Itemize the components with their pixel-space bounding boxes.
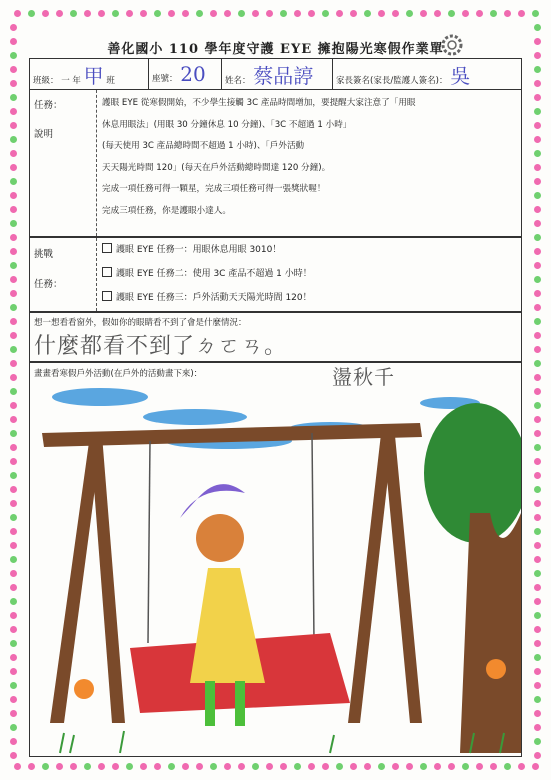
border-dot xyxy=(534,318,541,325)
border-dot xyxy=(10,388,17,395)
border-dot xyxy=(534,500,541,507)
border-dot xyxy=(534,234,541,241)
border-dot xyxy=(182,763,189,770)
checklist-item-label: 護眼 EYE 任務二：使用 3C 產品不超過 1 小時！ xyxy=(116,269,312,279)
border-dot xyxy=(534,164,541,171)
border-dot xyxy=(322,763,329,770)
border-dot xyxy=(476,10,483,17)
border-dot xyxy=(112,10,119,17)
swing-drawing xyxy=(30,363,521,756)
checklist-item xyxy=(102,238,515,262)
border-dot xyxy=(532,10,539,17)
border-dot xyxy=(10,696,17,703)
border-dot xyxy=(140,763,147,770)
border-dot xyxy=(10,262,17,269)
girl-on-swing-icon xyxy=(130,433,350,726)
border-dot xyxy=(10,682,17,689)
task-line: 護眼 EYE 從寒假開始，不少學生接觸 3C 產品時間增加，要提醒大家注意了「用眼 xyxy=(102,98,416,108)
border-dot xyxy=(56,763,63,770)
border-dot xyxy=(534,178,541,185)
border-dot xyxy=(534,570,541,577)
question-section xyxy=(29,312,522,362)
border-dot xyxy=(112,763,119,770)
checklist-item-label: 護眼 EYE 任務三：戶外活動天天陽光時間 120！ xyxy=(116,293,312,303)
border-dot xyxy=(364,763,371,770)
border-dot xyxy=(168,10,175,17)
border-dot xyxy=(534,724,541,731)
border-dot xyxy=(266,10,273,17)
task-line: 天天陽光時間 120」(每天在戶外活動總時間達 120 分鐘)。 xyxy=(102,162,331,173)
grade-text: 一 年 xyxy=(61,75,81,86)
border-dot xyxy=(534,276,541,283)
border-dot xyxy=(504,763,511,770)
border-dot xyxy=(10,584,17,591)
border-dot xyxy=(28,763,35,770)
border-dot xyxy=(98,10,105,17)
border-dot xyxy=(534,220,541,227)
border-dot xyxy=(534,458,541,465)
checkbox-icon[interactable] xyxy=(102,291,112,301)
border-dot xyxy=(140,10,147,17)
border-dot xyxy=(196,10,203,17)
task-label-2: 說明 xyxy=(34,129,54,140)
border-dot xyxy=(294,10,301,17)
border-dot xyxy=(280,10,287,17)
border-dot xyxy=(490,763,497,770)
border-dot xyxy=(534,248,541,255)
border-dot xyxy=(534,136,541,143)
border-dot xyxy=(534,262,541,269)
border-dot xyxy=(10,164,17,171)
border-dot xyxy=(406,763,413,770)
border-dot xyxy=(534,542,541,549)
border-dot xyxy=(10,430,17,437)
border-dot xyxy=(490,10,497,17)
border-dot xyxy=(534,24,541,31)
border-dot xyxy=(10,668,17,675)
tree-icon xyxy=(424,403,521,753)
border-dot xyxy=(10,94,17,101)
border-dot xyxy=(10,542,17,549)
task-line: 休息用眼法」(用眼 30 分鐘休息 10 分鐘)、「3C 不超過 1 小時」 xyxy=(102,119,352,130)
border-dot xyxy=(10,472,17,479)
border-dot xyxy=(154,763,161,770)
border-dot xyxy=(10,122,17,129)
border-dot xyxy=(534,290,541,297)
border-dot xyxy=(534,668,541,675)
border-dot xyxy=(10,528,17,535)
name-cell xyxy=(222,59,333,90)
border-dot xyxy=(534,640,541,647)
border-dot xyxy=(10,738,17,745)
border-dot xyxy=(534,682,541,689)
border-dot xyxy=(534,332,541,339)
border-dot xyxy=(364,10,371,17)
border-dot xyxy=(42,763,49,770)
border-dot xyxy=(10,556,17,563)
border-dot xyxy=(10,290,17,297)
border-dot xyxy=(10,178,17,185)
border-dot xyxy=(10,654,17,661)
border-dot xyxy=(10,374,17,381)
border-dot xyxy=(534,416,541,423)
name-label: 姓名： xyxy=(225,75,251,86)
class-cell xyxy=(30,59,149,90)
border-dot xyxy=(534,430,541,437)
gear-icon xyxy=(439,32,465,58)
question-prompt: 想一想看看窗外，假如你的眼睛看不到了會是什麼情況： xyxy=(34,318,247,328)
border-dot xyxy=(336,763,343,770)
border-dot xyxy=(10,136,17,143)
parent-cell xyxy=(333,59,522,90)
border-dot xyxy=(462,763,469,770)
border-dot xyxy=(534,52,541,59)
border-dot xyxy=(322,10,329,17)
border-dot xyxy=(224,763,231,770)
border-dot xyxy=(534,206,541,213)
task-line: 完成一項任務可得一顆星，完成三項任務可得一張獎狀喔！ xyxy=(102,184,326,194)
border-dot xyxy=(84,10,91,17)
border-dot xyxy=(448,10,455,17)
question-answer: 什麼都看不到了ㄉㄛㄢ。 xyxy=(34,334,288,359)
border-dot xyxy=(10,710,17,717)
name-value: 蔡品諪 xyxy=(253,63,314,88)
border-dot xyxy=(210,763,217,770)
border-dot xyxy=(294,763,301,770)
challenge-label-2: 任務： xyxy=(34,279,63,290)
border-dot xyxy=(534,598,541,605)
task-line: 完成三項任務，你是護眼小達人。 xyxy=(102,205,231,216)
border-dot xyxy=(182,10,189,17)
seat-label: 座號： xyxy=(152,74,178,84)
class-suffix: 班 xyxy=(106,75,115,86)
divider xyxy=(96,238,97,311)
border-dot xyxy=(534,94,541,101)
border-dot xyxy=(10,318,17,325)
border-dot xyxy=(70,10,77,17)
border-dot xyxy=(56,10,63,17)
task-section xyxy=(29,89,522,237)
worksheet xyxy=(29,32,522,757)
border-dot xyxy=(10,304,17,311)
border-dot xyxy=(10,486,17,493)
border-dot xyxy=(534,66,541,73)
border-dot xyxy=(252,10,259,17)
border-dot xyxy=(42,10,49,17)
border-dot xyxy=(10,514,17,521)
border-dot xyxy=(238,10,245,17)
border-dot xyxy=(518,10,525,17)
grass-icon xyxy=(60,731,504,753)
border-dot xyxy=(534,654,541,661)
border-dot xyxy=(196,763,203,770)
drawing-section xyxy=(29,362,522,757)
border-dot xyxy=(10,234,17,241)
border-dot xyxy=(10,108,17,115)
border-dot xyxy=(534,584,541,591)
border-dot xyxy=(534,192,541,199)
border-dot xyxy=(534,388,541,395)
border-dot xyxy=(534,514,541,521)
border-dot xyxy=(534,108,541,115)
border-dot xyxy=(534,626,541,633)
border-dot xyxy=(420,763,427,770)
drawing-prompt: 畫畫看寒假戶外活動(在戶外的活動畫下來)： xyxy=(34,369,203,379)
challenge-section xyxy=(29,237,522,312)
border-dot xyxy=(10,80,17,87)
border-dot xyxy=(534,528,541,535)
border-dot xyxy=(10,150,17,157)
border-dot xyxy=(534,304,541,311)
border-dot xyxy=(10,570,17,577)
border-dot xyxy=(434,10,441,17)
border-dot xyxy=(10,626,17,633)
border-dot xyxy=(350,10,357,17)
border-dot xyxy=(392,10,399,17)
border-dot xyxy=(10,66,17,73)
border-dot xyxy=(224,10,231,17)
border-dot xyxy=(10,248,17,255)
border-dot xyxy=(10,444,17,451)
divider xyxy=(96,90,97,236)
border-dot xyxy=(28,10,35,17)
checklist-item xyxy=(102,262,515,286)
border-dot xyxy=(168,763,175,770)
border-dot xyxy=(10,332,17,339)
parent-signature: 吳 xyxy=(450,63,471,88)
border-dot xyxy=(10,500,17,507)
task-label: 任務： xyxy=(34,100,63,111)
seat-value: 20 xyxy=(180,62,206,86)
border-dot xyxy=(420,10,427,17)
challenge-checklist xyxy=(102,238,515,310)
border-dot xyxy=(280,763,287,770)
checklist-item xyxy=(102,286,515,310)
border-dot xyxy=(266,763,273,770)
student-info-table xyxy=(29,58,522,90)
checkbox-icon[interactable] xyxy=(102,267,112,277)
border-dot xyxy=(10,416,17,423)
border-dot xyxy=(126,763,133,770)
border-dot xyxy=(406,10,413,17)
class-value: 甲 xyxy=(83,63,104,88)
task-description xyxy=(102,93,515,222)
border-dot xyxy=(126,10,133,17)
border-dot xyxy=(448,763,455,770)
border-dot xyxy=(534,738,541,745)
border-dot xyxy=(534,444,541,451)
border-dot xyxy=(70,763,77,770)
seat-cell xyxy=(149,59,222,90)
border-dot xyxy=(534,38,541,45)
border-dot xyxy=(534,402,541,409)
border-dot xyxy=(518,763,525,770)
border-dot xyxy=(308,10,315,17)
border-dot xyxy=(98,763,105,770)
checklist-item-label: 護眼 EYE 任務一：用眼休息用眼 3010！ xyxy=(116,245,282,255)
parent-label: 家長簽名(家長/監護人簽名)： xyxy=(336,75,448,86)
border-dot xyxy=(210,10,217,17)
border-dot xyxy=(10,360,17,367)
border-dot xyxy=(10,220,17,227)
border-dot xyxy=(534,486,541,493)
border-dot xyxy=(10,640,17,647)
border-dot xyxy=(350,763,357,770)
border-dot xyxy=(10,192,17,199)
border-dot xyxy=(10,458,17,465)
border-dot xyxy=(504,10,511,17)
drawing-caption: 盪秋千 xyxy=(332,365,395,389)
border-dot xyxy=(10,276,17,283)
border-dot xyxy=(10,206,17,213)
border-dot xyxy=(534,122,541,129)
border-dot xyxy=(534,612,541,619)
border-dot xyxy=(534,472,541,479)
task-line: (每天使用 3C 產品總時間不超過 1 小時)、「戶外活動 xyxy=(102,141,305,151)
border-dot xyxy=(10,612,17,619)
border-dot xyxy=(10,598,17,605)
border-dot xyxy=(336,10,343,17)
border-dot xyxy=(462,10,469,17)
border-dot xyxy=(476,763,483,770)
border-dot xyxy=(10,402,17,409)
border-dot xyxy=(14,763,21,770)
border-dot xyxy=(534,752,541,759)
border-dot xyxy=(534,346,541,353)
border-dot xyxy=(534,556,541,563)
border-dot xyxy=(392,763,399,770)
border-dot xyxy=(10,24,17,31)
checkbox-icon[interactable] xyxy=(102,243,112,253)
page-title: 善化國小 110 學年度守護 EYE 擁抱陽光寒假作業單 xyxy=(107,42,444,57)
border-dot xyxy=(308,763,315,770)
border-dot xyxy=(154,10,161,17)
border-dot xyxy=(378,10,385,17)
border-dot xyxy=(238,763,245,770)
border-dot xyxy=(534,80,541,87)
border-dot xyxy=(10,38,17,45)
border-dot xyxy=(534,710,541,717)
border-dot xyxy=(84,763,91,770)
challenge-label: 挑戰 xyxy=(34,249,54,260)
border-dot xyxy=(378,763,385,770)
border-dot xyxy=(532,763,539,770)
class-label: 班級： xyxy=(33,75,59,86)
border-dot xyxy=(10,724,17,731)
border-dot xyxy=(10,52,17,59)
border-dot xyxy=(10,752,17,759)
border-dot xyxy=(534,360,541,367)
border-dot xyxy=(534,374,541,381)
border-dot xyxy=(534,150,541,157)
border-dot xyxy=(434,763,441,770)
border-dot xyxy=(10,346,17,353)
border-dot xyxy=(534,696,541,703)
border-dot xyxy=(252,763,259,770)
border-dot xyxy=(14,10,21,17)
